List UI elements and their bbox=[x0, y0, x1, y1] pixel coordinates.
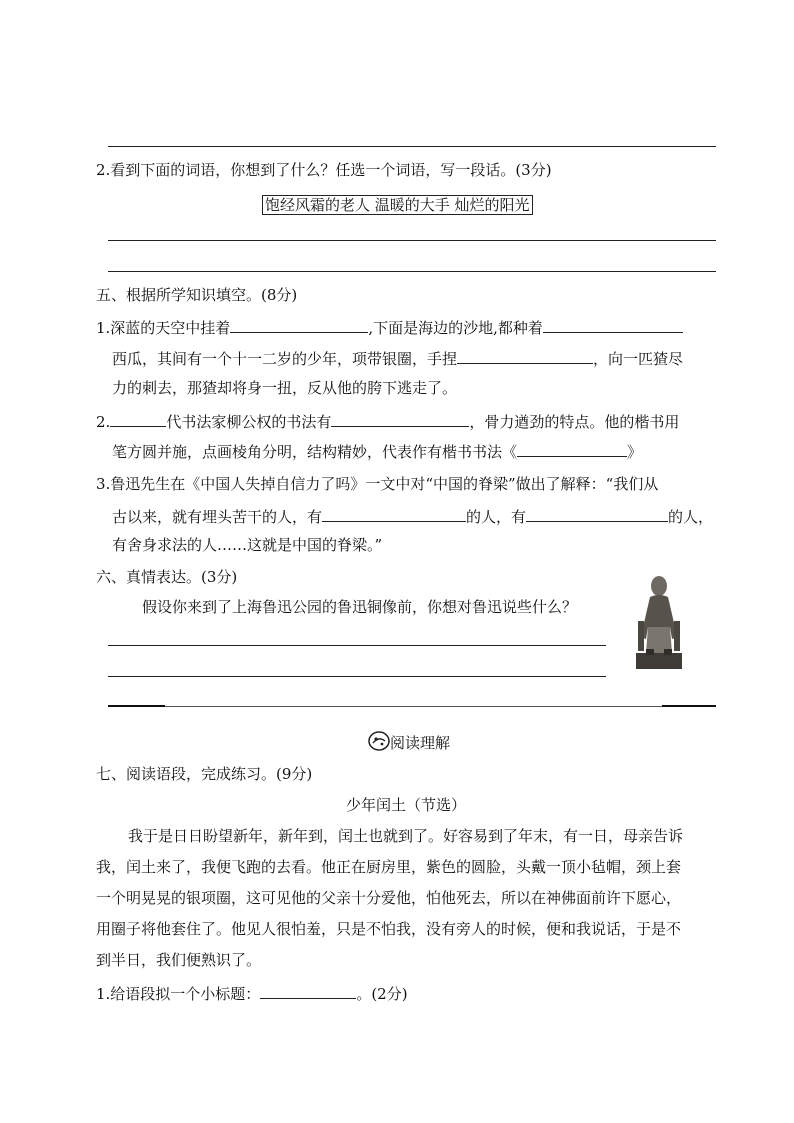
section6-prompt: 假设你来到了上海鲁迅公园的鲁迅铜像前，你想对鲁迅说些什么？ bbox=[142, 598, 578, 616]
passage-title: 少年闰土（节选） bbox=[346, 796, 467, 814]
s7-question-1 bbox=[96, 982, 408, 1004]
answer-line-top[interactable] bbox=[108, 146, 716, 147]
answer-line-s6-3[interactable] bbox=[108, 706, 716, 707]
passage-line-5: 到半日，我们便熟识了。 bbox=[96, 951, 262, 969]
blank-planted[interactable] bbox=[543, 316, 683, 333]
blank-sky-object[interactable] bbox=[230, 316, 368, 333]
s5-item3-text-b: 古以来，就有埋头苦干的人，有 bbox=[112, 508, 323, 526]
blank-people-2[interactable] bbox=[526, 505, 668, 522]
blank-style[interactable] bbox=[331, 410, 469, 427]
section7-heading: 七、阅读语段，完成练习。(9分) bbox=[96, 765, 313, 783]
blank-subtitle[interactable] bbox=[260, 982, 356, 999]
s5-item3-text-d: 的人， bbox=[668, 508, 714, 526]
reading-banner-text: 阅读理解 bbox=[390, 734, 451, 752]
s5-item1-line3: 力的刺去，那猹却将身一扭，反从他的胯下逃走了。 bbox=[112, 379, 458, 397]
s5-item1-text-c: 西瓜，其间有一个十一二岁的少年，项带银圈，手捏 bbox=[112, 350, 458, 368]
s5-item1-line1 bbox=[96, 316, 683, 338]
question-2: 2.看到下面的词语，你想到了什么？任选一个词语，写一段话。(3分) bbox=[96, 161, 552, 179]
reading-icon bbox=[368, 730, 390, 752]
s5-item2-text-b: 代书法家柳公权的书法有 bbox=[166, 413, 332, 431]
s5-item1-text-a: 1.深蓝的天空中挂着 bbox=[96, 319, 231, 337]
s5-item3-line2 bbox=[112, 505, 713, 527]
s5-item3-line3: 有舍身求法的人……这就是中国的脊梁。” bbox=[112, 536, 383, 554]
s7-q1-text-a: 1.给语段拟一个小标题： bbox=[96, 985, 261, 1003]
s5-item2-line2 bbox=[112, 440, 642, 462]
s5-item2-line1 bbox=[96, 410, 679, 432]
lu-xun-statue-image bbox=[630, 573, 688, 671]
s7-q1-text-b: 。(2分) bbox=[356, 985, 408, 1003]
s5-item3-line1: 3.鲁迅先生在《中国人失掉自信力了吗》一文中对“中国的脊梁”做出了解释：“我们从 bbox=[96, 475, 659, 493]
passage-line-1: 我于是日日盼望新年，新年到，闰土也就到了。好容易到了年末，有一日，母亲告诉 bbox=[128, 827, 684, 845]
answer-line-q2-1[interactable] bbox=[108, 240, 716, 241]
blank-dynasty[interactable] bbox=[110, 410, 166, 427]
s5-item1-text-d: ，向一匹猹尽 bbox=[593, 350, 684, 368]
phrase-list: 饱经风霜的老人 温暖的大手 灿烂的阳光 bbox=[262, 195, 533, 215]
s5-item2-text-d: 笔方圆并施，点画棱角分明，结构精妙，代表作有楷书书法《 bbox=[112, 443, 518, 461]
blank-people-1[interactable] bbox=[322, 505, 466, 522]
s5-item2-text-e: 》 bbox=[627, 443, 643, 461]
blank-holding[interactable] bbox=[457, 347, 593, 364]
s5-item1-line2 bbox=[112, 347, 683, 369]
answer-line-s6-3-right bbox=[662, 705, 716, 707]
section5-heading: 五、根据所学知识填空。(8分) bbox=[96, 286, 298, 304]
passage-line-4: 用圈子将他套住了。他见人很怕羞，只是不怕我，没有旁人的时候，便和我说话，于是不 bbox=[96, 920, 682, 938]
passage-line-3: 一个明晃晃的银项圈，这可见他的父亲十分爱他，怕他死去，所以在神佛面前许下愿心， bbox=[96, 889, 682, 907]
s5-item3-text-c: 的人，有 bbox=[466, 508, 527, 526]
blank-masterpiece[interactable] bbox=[517, 440, 627, 457]
answer-line-s6-2[interactable] bbox=[108, 676, 606, 677]
section6-heading: 六、真情表达。(3分) bbox=[96, 568, 238, 586]
answer-line-s6-3-left bbox=[108, 705, 165, 707]
phrase-box bbox=[262, 195, 533, 215]
s5-item2-text-c: ，骨力遒劲的特点。他的楷书用 bbox=[469, 413, 680, 431]
passage-line-2: 我，闰土来了，我便飞跑的去看。他正在厨房里，紫色的圆脸，头戴一顶小毡帽，颈上套 bbox=[96, 858, 682, 876]
answer-line-q2-2[interactable] bbox=[108, 271, 716, 272]
answer-line-s6-1[interactable] bbox=[108, 645, 606, 646]
s5-item1-text-b: ,下面是海边的沙地,都种着 bbox=[368, 319, 543, 337]
s5-item2-text-a: 2. bbox=[96, 413, 111, 431]
